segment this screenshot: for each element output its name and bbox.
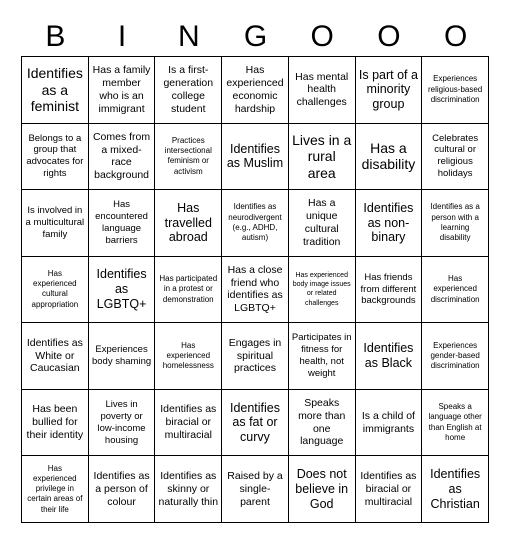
bingo-cell[interactable]: Identifies as non-binary [356,190,423,257]
header-letter: N [177,20,200,53]
bingo-cell[interactable]: Speaks more than one language [289,390,356,457]
bingo-cell[interactable]: Identifies as biracial or multiracial [155,390,222,457]
bingo-cell[interactable]: Has encountered language barriers [89,190,156,257]
bingo-cell[interactable]: Has a unique cultural tradition [289,190,356,257]
bingo-cell[interactable]: Is a child of immigrants [356,390,423,457]
bingo-cell[interactable]: Identifies as White or Caucasian [22,323,89,390]
bingo-cell[interactable]: Identifies as neurodivergent (e.g., ADHD, autism) [222,190,289,257]
bingo-cell[interactable]: Engages in spiritual practices [222,323,289,390]
bingo-cell[interactable]: Celebrates cultural or religious holidays [422,124,489,191]
bingo-cell[interactable]: Identifies as a feminist [22,57,89,124]
bingo-cell[interactable]: Participates in fitness for health, not weight [289,323,356,390]
bingo-cell[interactable]: Identifies as Muslim [222,124,289,191]
header-letter: O [377,20,401,53]
bingo-cell[interactable]: Identifies as biracial or multiracial [356,456,423,523]
bingo-cell[interactable]: Is part of a minority group [356,57,423,124]
bingo-cell[interactable]: Belongs to a group that advocates for rights [22,124,89,191]
bingo-cell[interactable]: Is involved in a multicultural family [22,190,89,257]
bingo-cell[interactable]: Identifies as LGBTQ+ [89,257,156,324]
bingo-cell[interactable]: Has experienced homelessness [155,323,222,390]
header-letter: B [45,20,66,53]
bingo-cell[interactable]: Has experienced economic hardship [222,57,289,124]
bingo-cell[interactable]: Identifies as skinny or naturally thin [155,456,222,523]
bingo-cell[interactable]: Has travelled abroad [155,190,222,257]
bingo-board [21,56,489,523]
bingo-cell[interactable]: Has experienced cultural appropriation [22,257,89,324]
bingo-cell[interactable]: Has experienced privilege in certain areas of their life [22,456,89,523]
bingo-cell[interactable]: Speaks a language other than English at home [422,390,489,457]
bingo-cell[interactable]: Identifies as Christian [422,456,489,523]
bingo-cell[interactable]: Lives in poverty or low-income housing [89,390,156,457]
bingo-cell[interactable]: Has a family member who is an immigrant [89,57,156,124]
bingo-cell[interactable]: Identifies as fat or curvy [222,390,289,457]
bingo-header [22,18,489,56]
bingo-cell[interactable]: Has a disability [356,124,423,191]
bingo-cell[interactable]: Raised by a single-parent [222,456,289,523]
bingo-cell[interactable]: Has been bullied for their identity [22,390,89,457]
bingo-cell[interactable]: Experiences religious-based discrimination [422,57,489,124]
bingo-cell[interactable]: Identifies as a person with a learning disability [422,190,489,257]
bingo-cell[interactable]: Identifies as Black [356,323,423,390]
bingo-cell[interactable]: Has experienced discrimination [422,257,489,324]
header-letter: O [443,20,468,53]
header-letter: I [117,20,127,53]
bingo-cell[interactable]: Identifies as a person of colour [89,456,156,523]
bingo-cell[interactable]: Has participated in a protest or demonstration [155,257,222,324]
bingo-cell[interactable]: Experiences gender-based discrimination [422,323,489,390]
bingo-cell[interactable]: Has a close friend who identifies as LGBTQ+ [222,257,289,324]
bingo-cell[interactable]: Has friends from different backgrounds [356,257,423,324]
bingo-cell[interactable]: Practices intersectional feminism or activism [155,124,222,191]
bingo-cell[interactable]: Is a first-generation college student [155,57,222,124]
bingo-cell[interactable]: Has experienced body image issues or related challenges [289,257,356,324]
header-letter: G [243,20,268,53]
bingo-cell[interactable]: Has mental health challenges [289,57,356,124]
bingo-cell[interactable]: Lives in a rural area [289,124,356,191]
bingo-cell[interactable]: Comes from a mixed-race background [89,124,156,191]
bingo-cell[interactable]: Experiences body shaming [89,323,156,390]
bingo-cell[interactable]: Does not believe in God [289,456,356,523]
header-letter: O [310,20,334,53]
